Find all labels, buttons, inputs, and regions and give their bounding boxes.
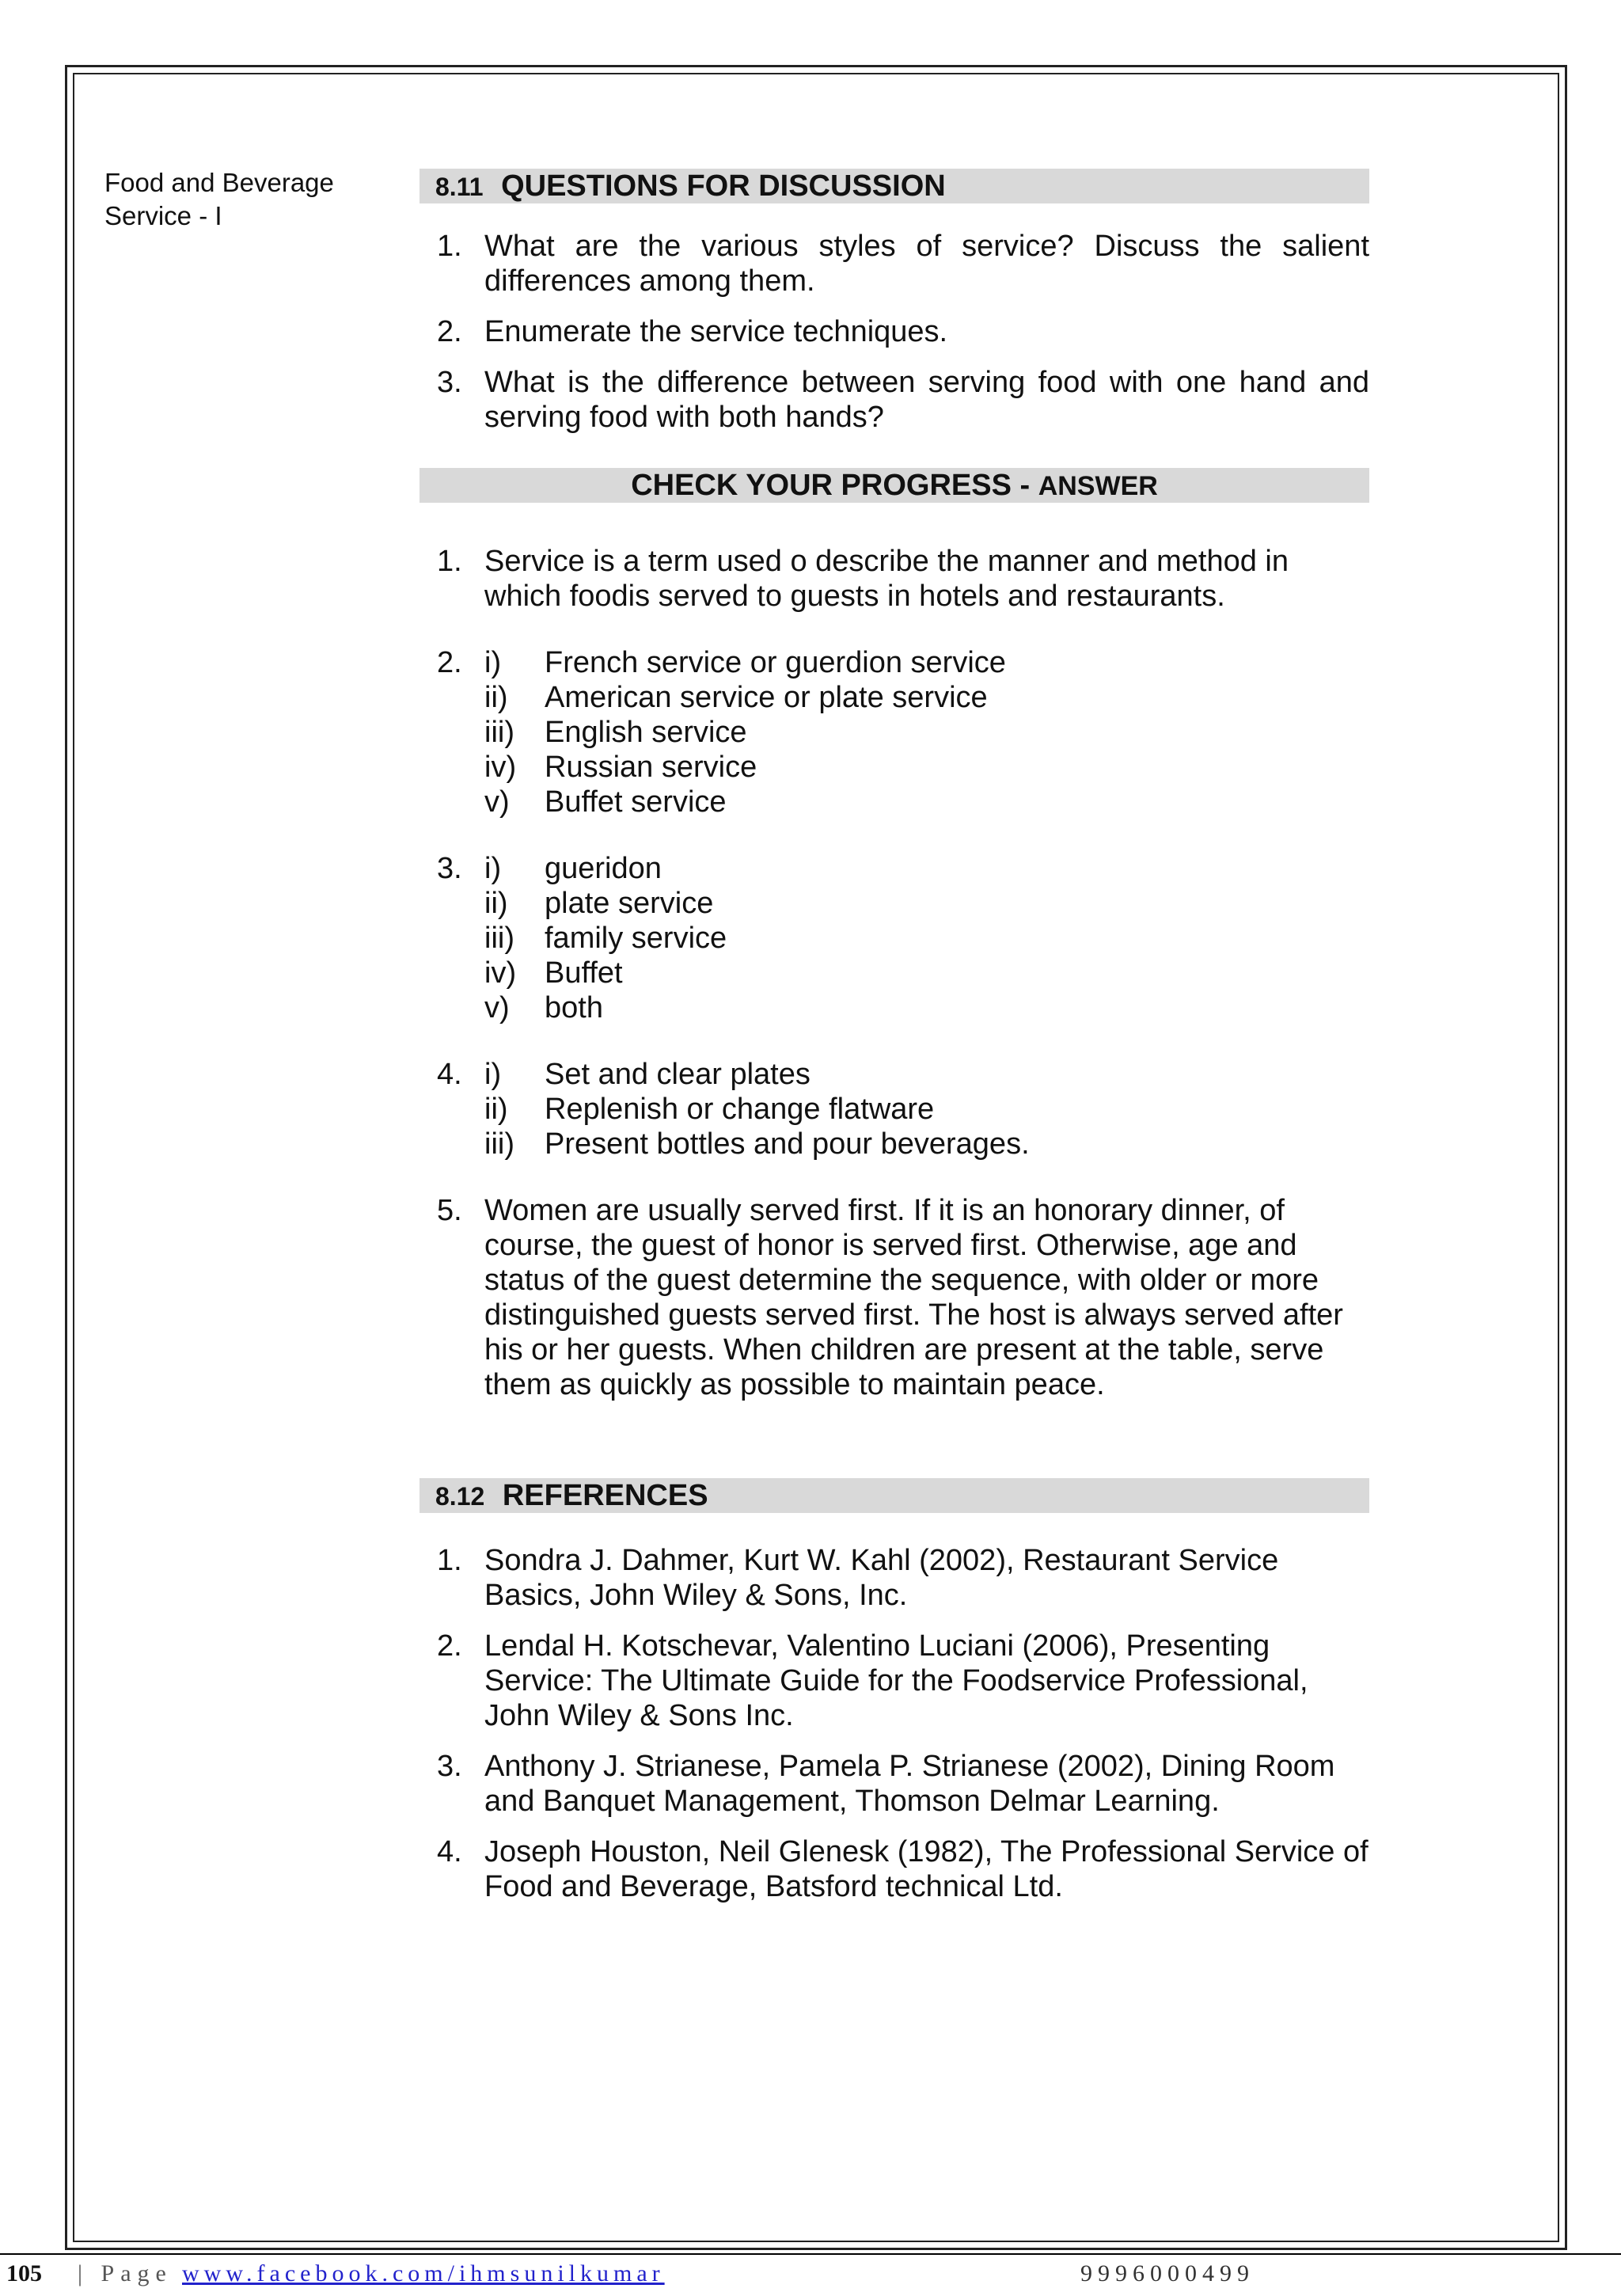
questions-list	[419, 229, 1369, 435]
sub-item-text: Russian service	[545, 751, 757, 784]
sub-item-text: gueridon	[545, 852, 662, 885]
section-title: REFERENCES	[502, 1479, 708, 1512]
references-list	[419, 1543, 1369, 1904]
sub-item-text: Set and clear plates	[545, 1058, 810, 1091]
sub-list-item	[484, 680, 1369, 715]
sub-list-item	[484, 715, 1369, 750]
list-item	[419, 229, 1369, 298]
sub-item-text: American service or plate service	[545, 681, 988, 714]
page-label: | Page	[78, 2260, 173, 2286]
roman-numeral: i)	[484, 852, 502, 885]
sub-list-item	[484, 1092, 1369, 1127]
sub-list-item	[484, 1127, 1369, 1161]
list-item	[419, 1057, 1369, 1161]
roman-numeral: ii)	[484, 681, 508, 714]
sub-item-text: French service or guerdion service	[545, 646, 1006, 679]
section-number: 8.12	[435, 1482, 485, 1511]
item-text: What are the various styles of service? Discuss the salient differences among them.	[484, 230, 1369, 298]
item-number: 4.	[437, 1058, 462, 1091]
section-heading-questions	[419, 169, 1369, 203]
item-text: Enumerate the service techniques.	[484, 315, 948, 348]
sub-list	[484, 851, 1369, 1025]
footer-rule	[0, 2253, 1621, 2255]
section-title: QUESTIONS FOR DISCUSSION	[501, 169, 946, 203]
sub-list-item	[484, 1057, 1369, 1092]
item-number: 2.	[437, 646, 462, 679]
roman-numeral: iii)	[484, 716, 514, 749]
item-number: 1.	[437, 230, 462, 263]
sub-list	[484, 645, 1369, 819]
item-number: 2.	[437, 1629, 462, 1663]
list-item	[419, 1749, 1369, 1819]
section-number: 8.11	[435, 173, 484, 201]
facebook-link[interactable]: www.facebook.com/ihmsunilkumar	[182, 2260, 665, 2286]
sub-list-item	[484, 921, 1369, 956]
list-item	[419, 645, 1369, 819]
section-heading-answers	[419, 468, 1369, 503]
item-text: Sondra J. Dahmer, Kurt W. Kahl (2002), Restaurant Service Basics, John Wiley & Sons, Inc.	[484, 1544, 1279, 1612]
sub-list-item	[484, 750, 1369, 785]
item-number: 3.	[437, 366, 462, 399]
sub-list-item	[484, 645, 1369, 680]
roman-numeral: iv)	[484, 956, 517, 990]
item-text: Anthony J. Strianese, Pamela P. Strianese (2002), Dining Room and Banquet Management, Thomson Delmar Learning.	[484, 1750, 1335, 1818]
item-text: Service is a term used o describe the manner and method in which foodis served to guests in hotels and restaurants.	[484, 545, 1289, 613]
item-text: Joseph Houston, Neil Glenesk (1982), The Professional Service of Food and Beverage, Batsford technical Ltd.	[484, 1835, 1369, 1903]
sub-list-item	[484, 851, 1369, 886]
sub-list-item	[484, 785, 1369, 819]
sub-item-text: Present bottles and pour beverages.	[545, 1127, 1030, 1161]
item-number: 3.	[437, 1750, 462, 1783]
item-number: 1.	[437, 1544, 462, 1577]
roman-numeral: iii)	[484, 922, 514, 955]
sub-item-text: Buffet service	[545, 785, 727, 819]
list-item	[419, 1834, 1369, 1904]
list-item	[419, 365, 1369, 435]
roman-numeral: iv)	[484, 751, 517, 784]
section-heading-references	[419, 1478, 1369, 1513]
item-number: 5.	[437, 1194, 462, 1227]
sub-list-item	[484, 886, 1369, 921]
course-title: Food and Beverage Service - I	[104, 168, 334, 230]
section-title-suffix: ANSWER	[1038, 471, 1158, 501]
list-item	[419, 314, 1369, 349]
list-item	[419, 1543, 1369, 1613]
list-item	[419, 851, 1369, 1025]
sub-item-text: Buffet	[545, 956, 623, 990]
sub-item-text: English service	[545, 716, 747, 749]
sub-item-text: both	[545, 991, 603, 1024]
item-text: What is the difference between serving food with one hand and serving food with both hands?	[484, 366, 1369, 434]
item-number: 3.	[437, 852, 462, 885]
item-number: 4.	[437, 1835, 462, 1868]
sub-item-text: plate service	[545, 887, 714, 920]
roman-numeral: iii)	[484, 1127, 514, 1161]
page-number: 105	[6, 2260, 42, 2286]
sub-item-text: Replenish or change flatware	[545, 1093, 935, 1126]
item-text: Women are usually served first. If it is an honorary dinner, of course, the guest of honor is served first. Otherwise, age and status of the guest determine the sequence, with older or more distinguished guests served first. The host is always served after his or her guests. When children are present at the table, serve them as quickly as possible to maintain peace.	[484, 1194, 1343, 1401]
roman-numeral: i)	[484, 646, 502, 679]
answers-list	[419, 544, 1369, 1402]
list-item	[419, 1193, 1369, 1402]
phone-number: 9996000499	[1080, 2260, 1255, 2286]
sub-list	[484, 1057, 1369, 1161]
roman-numeral: v)	[484, 991, 510, 1024]
item-text: Lendal H. Kotschevar, Valentino Luciani (2006), Presenting Service: The Ultimate Guide for the Foodservice Professional, John Wiley & Sons Inc.	[484, 1629, 1308, 1732]
roman-numeral: v)	[484, 785, 510, 819]
roman-numeral: ii)	[484, 1093, 508, 1126]
sub-list-item	[484, 956, 1369, 990]
list-item	[419, 544, 1369, 614]
page-footer	[0, 2253, 1621, 2288]
sub-item-text: family service	[545, 922, 727, 955]
item-number: 1.	[437, 545, 462, 578]
section-title: CHECK YOUR PROGRESS -	[631, 469, 1038, 502]
roman-numeral: i)	[484, 1058, 502, 1091]
roman-numeral: ii)	[484, 887, 508, 920]
list-item	[419, 1629, 1369, 1733]
sub-list-item	[484, 990, 1369, 1025]
main-content	[419, 169, 1369, 1904]
item-number: 2.	[437, 315, 462, 348]
